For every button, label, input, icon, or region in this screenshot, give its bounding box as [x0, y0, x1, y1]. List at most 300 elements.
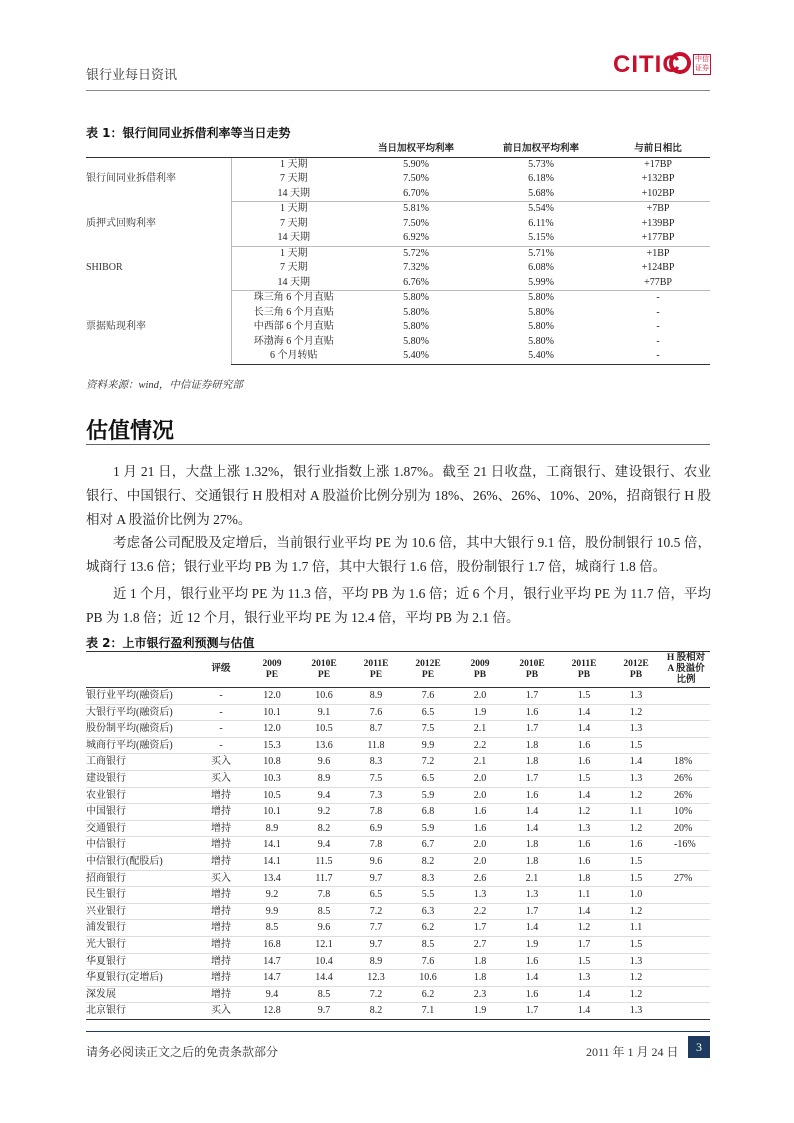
table-cell: 1.8 [506, 737, 558, 754]
table-cell: 2.6 [454, 870, 506, 887]
table-cell: 12.1 [298, 936, 350, 953]
table-cell: 7 天期 [231, 217, 356, 232]
table-cell: - [196, 688, 246, 705]
table-cell: 14.7 [246, 970, 298, 987]
table-cell: 9.7 [350, 870, 402, 887]
header-cell: 2011E PB [558, 652, 610, 688]
table-cell: 1.7 [558, 936, 610, 953]
table-cell: +132BP [641, 173, 675, 184]
bank-name: 浦发银行 [86, 920, 196, 937]
table-cell: 8.3 [350, 754, 402, 771]
bank-name: 股份制平均(融资后) [86, 721, 196, 738]
table-cell: 2.0 [454, 837, 506, 854]
table-cell: 6.9 [350, 820, 402, 837]
table-cell: 1.2 [558, 920, 610, 937]
table-cell: 5.40% [476, 349, 606, 364]
table-cell: 10.6 [402, 970, 454, 987]
table-cell: 1.6 [558, 837, 610, 854]
table-cell: 增持 [196, 820, 246, 837]
table-row [86, 1003, 710, 1020]
table-cell: 1.3 [454, 887, 506, 904]
table-cell: 1 天期 [231, 202, 356, 217]
table-cell: - [656, 335, 660, 347]
table-cell: 14.7 [246, 953, 298, 970]
footer-divider [86, 1031, 710, 1032]
table-cell: 6.2 [402, 920, 454, 937]
table-cell: 7.32% [403, 262, 429, 273]
table-cell: 1.6 [506, 953, 558, 970]
header-cell: 2012E PE [402, 652, 454, 688]
section-divider [86, 444, 710, 445]
table-cell: 1.3 [610, 1003, 662, 1020]
table-cell: 6.5 [402, 704, 454, 721]
table-cell: 7.6 [402, 953, 454, 970]
table-cell: 7.8 [350, 804, 402, 821]
table-cell: 5.9 [402, 787, 454, 804]
table-row [86, 953, 710, 970]
bank-name: 北京银行 [86, 1003, 196, 1020]
table-row [86, 688, 710, 705]
table-cell: 1.8 [506, 754, 558, 771]
table-cell: +17BP [644, 158, 672, 170]
table-cell [662, 970, 710, 987]
table-cell: 1.9 [454, 1003, 506, 1020]
table-row [86, 804, 710, 821]
table-cell: 2.0 [454, 787, 506, 804]
table-cell: 5.73% [528, 158, 554, 170]
table-cell: 5.80% [403, 335, 429, 347]
table-row [86, 936, 710, 953]
footer-date: 2011 年 1 月 24 日 [586, 1045, 679, 1059]
table-cell: 1.6 [454, 820, 506, 837]
table-cell: 1.1 [558, 887, 610, 904]
table-cell: 1.5 [610, 853, 662, 870]
table-cell: 1.3 [558, 970, 610, 987]
table-cell: 1.6 [558, 737, 610, 754]
table-cell [662, 688, 710, 705]
table-cell: 1.8 [506, 853, 558, 870]
rates-table [86, 142, 710, 365]
table-cell: 1.2 [610, 787, 662, 804]
table-row [86, 787, 710, 804]
header-cell-blank [86, 142, 231, 157]
table-row [86, 246, 710, 261]
table-cell: 14 天期 [231, 231, 356, 246]
table-cell: 10.4 [298, 953, 350, 970]
table-row [86, 820, 710, 837]
table-cell: +77BP [606, 276, 710, 291]
table-cell: 7.6 [402, 688, 454, 705]
table-cell: 14.1 [246, 837, 298, 854]
table-cell: 1.6 [558, 754, 610, 771]
table-cell: 7.5 [350, 770, 402, 787]
table-cell: 5.90% [403, 158, 429, 170]
table-row [86, 291, 710, 306]
table-cell: +124BP [641, 262, 675, 273]
table-cell [662, 853, 710, 870]
table-cell: 1.2 [558, 804, 610, 821]
table-cell: 7.2 [350, 903, 402, 920]
table-cell: - [656, 292, 660, 303]
table-cell: 1.5 [558, 688, 610, 705]
table-cell: 5.80% [528, 292, 554, 303]
table-cell: 1.4 [558, 1003, 610, 1020]
table-cell: 18% [662, 754, 710, 771]
table-cell: 1.5 [610, 936, 662, 953]
table-cell: +102BP [606, 187, 710, 202]
table1-caption: 表 1：银行间同业拆借利率等当日走势 [86, 126, 291, 140]
table-cell: 珠三角 6 个月直贴 [231, 291, 356, 306]
table-cell: 2.0 [454, 688, 506, 705]
table-cell: 8.2 [298, 820, 350, 837]
table-cell: 8.7 [350, 721, 402, 738]
table-cell: 1.7 [506, 721, 558, 738]
table-cell: 10.1 [246, 804, 298, 821]
table-cell: 11.8 [350, 737, 402, 754]
table-cell: - [196, 721, 246, 738]
table-cell: 1.7 [506, 1003, 558, 1020]
table-cell: 1.8 [454, 970, 506, 987]
table-cell: 8.5 [402, 936, 454, 953]
table-cell: 27% [662, 870, 710, 887]
table-cell: 1.6 [558, 853, 610, 870]
table-cell: 9.6 [298, 920, 350, 937]
paragraph-3: 近 1 个月，银行业平均 PE 为 11.3 倍，平均 PB 为 1.6 倍；近 6 个月，银行业平均 PE 为 11.7 倍，平均 PB 为 1.8 倍；近 12 个月，银行业平均 PE 为 12.4 倍，平均 PB 为 2.1 倍。 [86, 586, 711, 625]
table-cell: 12.0 [246, 688, 298, 705]
table-cell: +7BP [646, 203, 670, 214]
table-cell: 1.7 [454, 920, 506, 937]
table-cell: 6.8 [402, 804, 454, 821]
table-cell: 增持 [196, 787, 246, 804]
table-cell: 1.6 [454, 804, 506, 821]
table-cell: 1.2 [610, 970, 662, 987]
table-cell: 5.15% [476, 231, 606, 246]
table-cell: 16.8 [246, 936, 298, 953]
bank-name: 建设银行 [86, 770, 196, 787]
table-cell [662, 920, 710, 937]
table-cell: 1.4 [558, 986, 610, 1003]
table-cell: - [656, 321, 660, 332]
bank-name: 兴业银行 [86, 903, 196, 920]
section-title: 估值情况 [86, 419, 175, 444]
table-cell: 5.80% [528, 306, 554, 318]
table-cell: 1.5 [610, 737, 662, 754]
table-cell: 增持 [196, 837, 246, 854]
table-cell: 9.7 [350, 936, 402, 953]
table-cell: 1.2 [610, 903, 662, 920]
table-cell: 13.4 [246, 870, 298, 887]
table-cell: 7.50% [403, 173, 429, 184]
header-cell: 前日加权平均利率 [476, 142, 606, 157]
table-cell: 1.4 [506, 970, 558, 987]
table-cell: 5.80% [403, 321, 429, 332]
table-cell: 7.3 [350, 787, 402, 804]
table-cell: 6.76% [356, 276, 476, 291]
table-cell: 10.8 [246, 754, 298, 771]
table-cell: 11.7 [298, 870, 350, 887]
table-cell: 买入 [196, 1003, 246, 1020]
table-cell: 8.3 [402, 870, 454, 887]
table-cell: 12.3 [350, 970, 402, 987]
table-cell: 增持 [196, 903, 246, 920]
table-cell: 9.2 [246, 887, 298, 904]
bank-name: 华夏银行(定增后) [86, 970, 196, 987]
table-cell: 8.9 [350, 953, 402, 970]
table-cell: 1 天期 [231, 157, 356, 172]
table-cell [662, 704, 710, 721]
table-cell: 5.80% [528, 335, 554, 347]
table-cell: 2.1 [454, 754, 506, 771]
table-cell: 26% [662, 770, 710, 787]
table-cell: 增持 [196, 920, 246, 937]
table-cell: 2.1 [454, 721, 506, 738]
bank-name: 深发展 [86, 986, 196, 1003]
table-cell: 9.9 [246, 903, 298, 920]
table-cell: +177BP [606, 231, 710, 246]
table-cell: 6.92% [356, 231, 476, 246]
table-cell: 8.2 [350, 1003, 402, 1020]
table-cell: 12.8 [246, 1003, 298, 1020]
group-label: SHIBOR [86, 262, 123, 273]
table-cell: 8.9 [298, 770, 350, 787]
table-cell: 6.5 [350, 887, 402, 904]
table-cell: 9.4 [298, 787, 350, 804]
table-cell: 9.9 [402, 737, 454, 754]
table-cell: 5.5 [402, 887, 454, 904]
table-cell: 7 天期 [231, 261, 356, 276]
table-cell: 6.5 [402, 770, 454, 787]
table-cell: 中西部 6 个月直贴 [231, 320, 356, 335]
table-cell: 5.80% [528, 321, 554, 332]
table-cell: 15.3 [246, 737, 298, 754]
table-cell: 8.5 [246, 920, 298, 937]
table-cell: 8.9 [350, 688, 402, 705]
table-cell [662, 953, 710, 970]
table-cell: 1.4 [558, 787, 610, 804]
bank-name: 华夏银行 [86, 953, 196, 970]
table-cell: 增持 [196, 986, 246, 1003]
table-row [86, 870, 710, 887]
table-cell: 5.68% [476, 187, 606, 202]
table-row [86, 920, 710, 937]
table-row [86, 157, 710, 172]
table-cell: 1.3 [610, 770, 662, 787]
table-cell: 14.4 [298, 970, 350, 987]
table-cell: 1.2 [610, 986, 662, 1003]
table-cell [662, 986, 710, 1003]
table-cell: 1.4 [558, 903, 610, 920]
header-cell: 2009 PE [246, 652, 298, 688]
table-cell: 1.4 [506, 804, 558, 821]
table-cell: 2.7 [454, 936, 506, 953]
header-cell: 2012E PB [610, 652, 662, 688]
table-cell: 1.2 [610, 820, 662, 837]
bank-name: 招商银行 [86, 870, 196, 887]
table-cell: 11.5 [298, 853, 350, 870]
table2-caption: 表 2：上市银行盈利预测与估值 [86, 636, 255, 650]
bank-name: 中国银行 [86, 804, 196, 821]
table-cell: 7 天期 [231, 172, 356, 187]
header-cell: 2009 PB [454, 652, 506, 688]
table-cell: 5.54% [528, 203, 554, 214]
table-cell: 增持 [196, 887, 246, 904]
bank-name: 中信银行(配股后) [86, 853, 196, 870]
table-cell: 1.1 [610, 804, 662, 821]
table-cell: 6.11% [528, 217, 554, 229]
table-cell: 7.8 [298, 887, 350, 904]
table-row [86, 704, 710, 721]
table-cell: 增持 [196, 804, 246, 821]
table-cell: 7.2 [402, 754, 454, 771]
table-cell: 1.6 [610, 837, 662, 854]
page-number: 3 [688, 1036, 710, 1058]
table-cell: 14.1 [246, 853, 298, 870]
table-cell: 9.4 [298, 837, 350, 854]
table-cell: 7.6 [350, 704, 402, 721]
table-cell: 5.81% [403, 203, 429, 214]
table-cell [662, 903, 710, 920]
header-cell: 评级 [196, 652, 246, 688]
table-cell: 1.9 [454, 704, 506, 721]
table-cell: 1.5 [558, 770, 610, 787]
table-cell: - [656, 306, 660, 318]
table-cell: 1.9 [506, 936, 558, 953]
table-cell: - [196, 704, 246, 721]
table-cell: 1.8 [558, 870, 610, 887]
table-cell: 1.6 [506, 787, 558, 804]
table-cell: 1 天期 [231, 246, 356, 261]
table-cell: 环渤海 6 个月直贴 [231, 335, 356, 350]
bank-name: 交通银行 [86, 820, 196, 837]
table-cell: 6.18% [528, 173, 554, 184]
table-cell: 1.4 [558, 721, 610, 738]
table-cell: 1.3 [558, 820, 610, 837]
table-cell: 6.7 [402, 837, 454, 854]
table-cell: 26% [662, 787, 710, 804]
table-cell: 5.9 [402, 820, 454, 837]
table-cell: 7.8 [350, 837, 402, 854]
table-cell: 10.5 [298, 721, 350, 738]
table-cell: 5.80% [403, 292, 429, 303]
paragraph-2: 考虑备公司配股及定增后，当前银行业平均 PE 为 10.6 倍，其中大银行 9.1 倍，股份制银行 10.5 倍，城商行 13.6 倍；银行业平均 PB 为 1.7 倍，其中大银行 1.6 倍，股份制银行 1.7 倍，城商行 1.8 倍。 [86, 535, 711, 574]
table-cell: 9.6 [350, 853, 402, 870]
table-cell [662, 721, 710, 738]
table-cell: 2.2 [454, 737, 506, 754]
table-cell: 10.3 [246, 770, 298, 787]
table-cell: 7.1 [402, 1003, 454, 1020]
header-cell-blank [231, 142, 356, 157]
table-cell: 10.5 [246, 787, 298, 804]
table-cell: - [196, 737, 246, 754]
table-cell: 5.72% [403, 247, 429, 259]
table-cell: 买入 [196, 770, 246, 787]
header-cell: 与前日相比 [606, 142, 710, 157]
table-row [86, 721, 710, 738]
table-cell: 10.1 [246, 704, 298, 721]
header-cell: 当日加权平均利率 [356, 142, 476, 157]
table-cell: 9.7 [298, 1003, 350, 1020]
table-cell: 2.0 [454, 853, 506, 870]
logo-box-text: 中信证券 [693, 54, 711, 75]
table-cell [662, 737, 710, 754]
table-row [86, 754, 710, 771]
table-row [86, 202, 710, 217]
table-cell: 5.71% [528, 247, 554, 259]
table-row [86, 887, 710, 904]
paragraph-1: 1 月 21 日，大盘上涨 1.32%，银行业指数上涨 1.87%。截至 21 日收盘，工商银行、建设银行、农业银行、中国银行、交通银行 H 股相对 A 股溢价比例分别为 18%、26%、26%、10%、20%，招商银行 H 股相对 A 股溢价比例为 27%。 [86, 464, 711, 527]
logo-ring-icon [669, 52, 691, 74]
table-row [86, 903, 710, 920]
table-cell: 7.7 [350, 920, 402, 937]
table-cell: 13.6 [298, 737, 350, 754]
table-cell: 1.3 [610, 953, 662, 970]
table-cell: 1.4 [610, 754, 662, 771]
table-cell: 2.3 [454, 986, 506, 1003]
header-title: 银行业每日资讯 [86, 67, 178, 82]
table-cell: 长三角 6 个月直贴 [231, 306, 356, 321]
table-cell: 9.4 [246, 986, 298, 1003]
table-cell: 2.0 [454, 770, 506, 787]
table-cell: +139BP [641, 217, 675, 229]
bank-name: 光大银行 [86, 936, 196, 953]
table-cell: 9.6 [298, 754, 350, 771]
table-cell: 6.2 [402, 986, 454, 1003]
header-cell: 2010E PB [506, 652, 558, 688]
table-cell: 2.1 [506, 870, 558, 887]
footer-disclaimer: 请务必阅读正文之后的免责条款部分 [86, 1045, 279, 1059]
table-row [86, 837, 710, 854]
table-row [86, 853, 710, 870]
table-row [86, 986, 710, 1003]
table-cell: 1.8 [506, 837, 558, 854]
bank-name: 大银行平均(融资后) [86, 704, 196, 721]
table-cell: 20% [662, 820, 710, 837]
bank-name: 工商银行 [86, 754, 196, 771]
table-row [86, 737, 710, 754]
table-cell: 8.2 [402, 853, 454, 870]
table-cell: 买入 [196, 870, 246, 887]
table-cell: 1.4 [506, 920, 558, 937]
table-cell: 5.40% [356, 349, 476, 364]
valuation-table [86, 651, 710, 1020]
table-cell: 7.5 [402, 721, 454, 738]
table-cell: 增持 [196, 970, 246, 987]
table-cell: 买入 [196, 754, 246, 771]
table-cell: 1.0 [610, 887, 662, 904]
table-cell: 7.2 [350, 986, 402, 1003]
table-cell: 1.4 [558, 704, 610, 721]
table-cell: 1.3 [610, 721, 662, 738]
header-cell: 2010E PE [298, 652, 350, 688]
bank-name: 城商行平均(融资后) [86, 737, 196, 754]
table-cell: 1.6 [506, 986, 558, 1003]
table-cell: 8.5 [298, 986, 350, 1003]
table-cell: 1.2 [610, 704, 662, 721]
table-cell: -16% [662, 837, 710, 854]
header-divider [86, 90, 710, 91]
table-cell: 1.4 [506, 820, 558, 837]
table-cell: 1.7 [506, 688, 558, 705]
table-cell: 增持 [196, 953, 246, 970]
table-cell: 5.99% [476, 276, 606, 291]
table-cell: 6.70% [356, 187, 476, 202]
logo-text: CITIC [613, 51, 681, 78]
table-cell: 8.9 [246, 820, 298, 837]
group-label: 银行间同业拆借利率 [86, 173, 176, 185]
group-label: 票据贴现利率 [86, 321, 146, 332]
table-row [86, 970, 710, 987]
citic-logo [613, 51, 710, 83]
